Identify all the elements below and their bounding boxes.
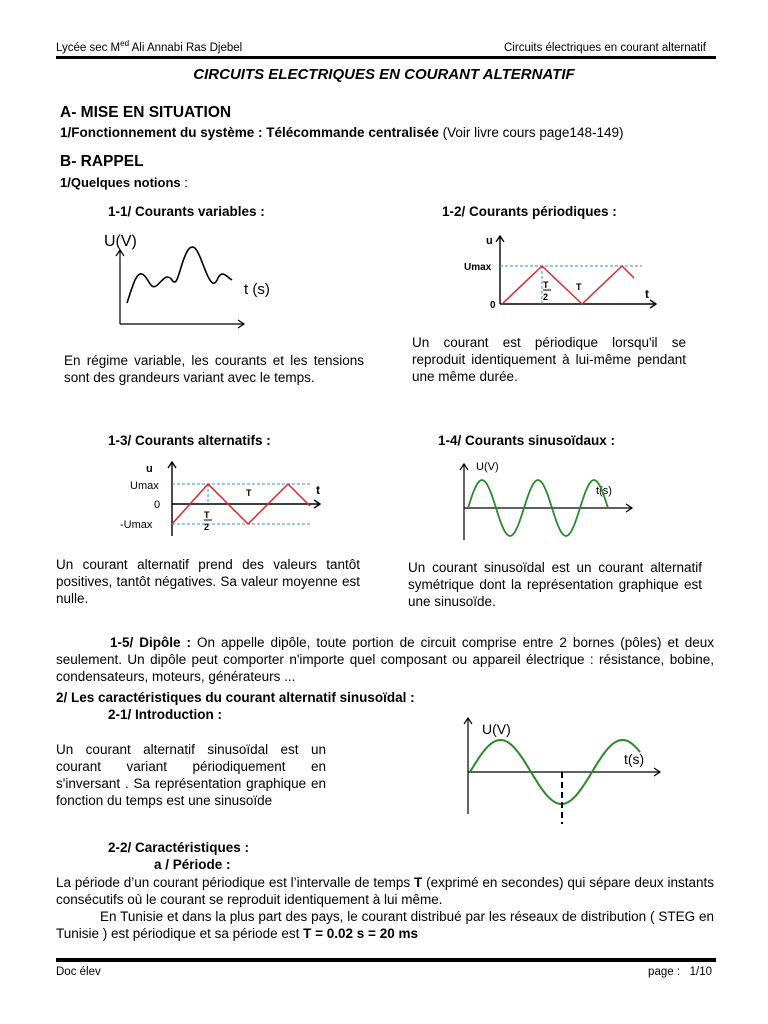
s2-1-title: 2-1/ Introduction : bbox=[108, 707, 222, 722]
header-school: Lycée $\sec M^{ed}$ Ali Annabi Ras Djebel bbox=[56, 39, 243, 54]
fig3-ylabel: u bbox=[146, 463, 153, 475]
fig5-ylabel: U(V) bbox=[482, 721, 511, 737]
fig3-period: T bbox=[246, 488, 252, 498]
section-b-heading: B- RAPPEL bbox=[60, 153, 144, 170]
s1-4-text: Un courant sinusoïdal est un courant alternatif symétrique dont la représentation graphique est une sinusoïde. bbox=[408, 560, 702, 609]
fig2-half-den: 2 bbox=[543, 292, 549, 302]
s1-1-title: 1-1/ Courants variables : bbox=[108, 204, 265, 219]
s2-1-text: Un courant alternatif sinusoïdal est un courant variant périodiquement en s'inversant . Sa représentation graphique en fonction du temps est une sinusoïde bbox=[56, 742, 326, 808]
figure-alternating-current bbox=[116, 456, 326, 542]
s2-2-title: 2-2/ Caractéristiques : bbox=[108, 840, 250, 855]
s2-heading: 2/ Les caractéristiques du courant alternatif sinusoïdal : bbox=[56, 690, 415, 705]
fig1-xlabel: t (s) bbox=[244, 281, 270, 298]
fig2-ylabel: u bbox=[486, 235, 493, 247]
header-subject: Circuits électriques en courant alternatif bbox=[504, 42, 706, 54]
figure-variable-current bbox=[100, 228, 270, 336]
footer-left: Doc élev bbox=[56, 966, 101, 978]
figure-sinusoidal-current bbox=[456, 458, 636, 542]
header-rule bbox=[56, 56, 716, 59]
notions-heading: 1/Quelques notions : bbox=[60, 175, 188, 190]
periode-paragraph-1: La période d’un courant périodique est l’intervalle de temps T (exprimé en secondes) qui sépare deux instants consécutifs où le courant se reproduit identiquement à lui même. bbox=[56, 875, 714, 907]
figure-periodic-current bbox=[462, 228, 662, 316]
section-a-heading: A- MISE EN SITUATION bbox=[60, 104, 232, 121]
s1-2-text: Un courant est périodique lorsqu'il se reproduit identiquement à lui-même pendant une même durée. bbox=[412, 335, 686, 384]
fig3-zero: 0 bbox=[154, 499, 161, 511]
s1-2-title: 1-2/ Courants périodiques : bbox=[442, 204, 617, 219]
footer-rule bbox=[56, 958, 716, 962]
fig2-period: T bbox=[576, 282, 582, 292]
fig3-half-num: T bbox=[204, 510, 210, 520]
fig2-half-num: T bbox=[543, 280, 549, 290]
fig1-ylabel: U(V) bbox=[104, 233, 137, 250]
fig3-umax: Umax bbox=[130, 480, 159, 492]
footer-page: page : 1/10 bbox=[648, 966, 712, 978]
fig3-half-den: 2 bbox=[204, 522, 210, 532]
s1-5-paragraph: 1-5/ Dipôle : On appelle dipôle, toute portion de circuit comprise entre 2 bornes (pôles) et deux seulement. Un dipôle peut comporter n'importe quel composant ou appareil électrique : résistance, bobine, condensateurs, moteurs, générateurs ... bbox=[56, 635, 715, 684]
fig5-xlabel: t(s) bbox=[624, 751, 645, 767]
fig3-neg: -Umax bbox=[120, 519, 153, 531]
page-title: CIRCUITS ELECTRIQUES EN COURANT ALTERNATIF bbox=[193, 66, 575, 83]
section-a-line: 1/Fonctionnement du système : Télécommande centralisée (Voir livre cours page148-149) bbox=[60, 125, 624, 140]
s1-3-title: 1-3/ Courants alternatifs : bbox=[108, 433, 271, 448]
figure-sinusoid-period bbox=[456, 714, 666, 826]
fig2-t: t bbox=[645, 287, 649, 301]
fig3-t: t bbox=[316, 483, 320, 497]
fig4-xlabel: t(s) bbox=[596, 485, 612, 497]
s1-1-text: En régime variable, les courants et les tensions sont des grandeurs variant avec le temps. bbox=[64, 353, 364, 385]
periode-title: a / Période : bbox=[154, 857, 231, 872]
fig2-umax: Umax bbox=[464, 262, 492, 273]
fig2-zero: 0 bbox=[490, 300, 496, 311]
periode-paragraph-2: En Tunisie et dans la plus part des pays, le courant distribué par les réseaux de distribution ( STEG en Tunisie ) est périodique et sa période est T = 0.02 s = 20 ms bbox=[56, 909, 714, 941]
s1-3-text: Un courant alternatif prend des valeurs tantôt positives, tantôt négatives. Sa valeur moyenne est nulle. bbox=[56, 557, 360, 606]
fig4-ylabel: U(V) bbox=[476, 461, 499, 473]
s1-4-title: 1-4/ Courants sinusoïdaux : bbox=[438, 433, 616, 448]
